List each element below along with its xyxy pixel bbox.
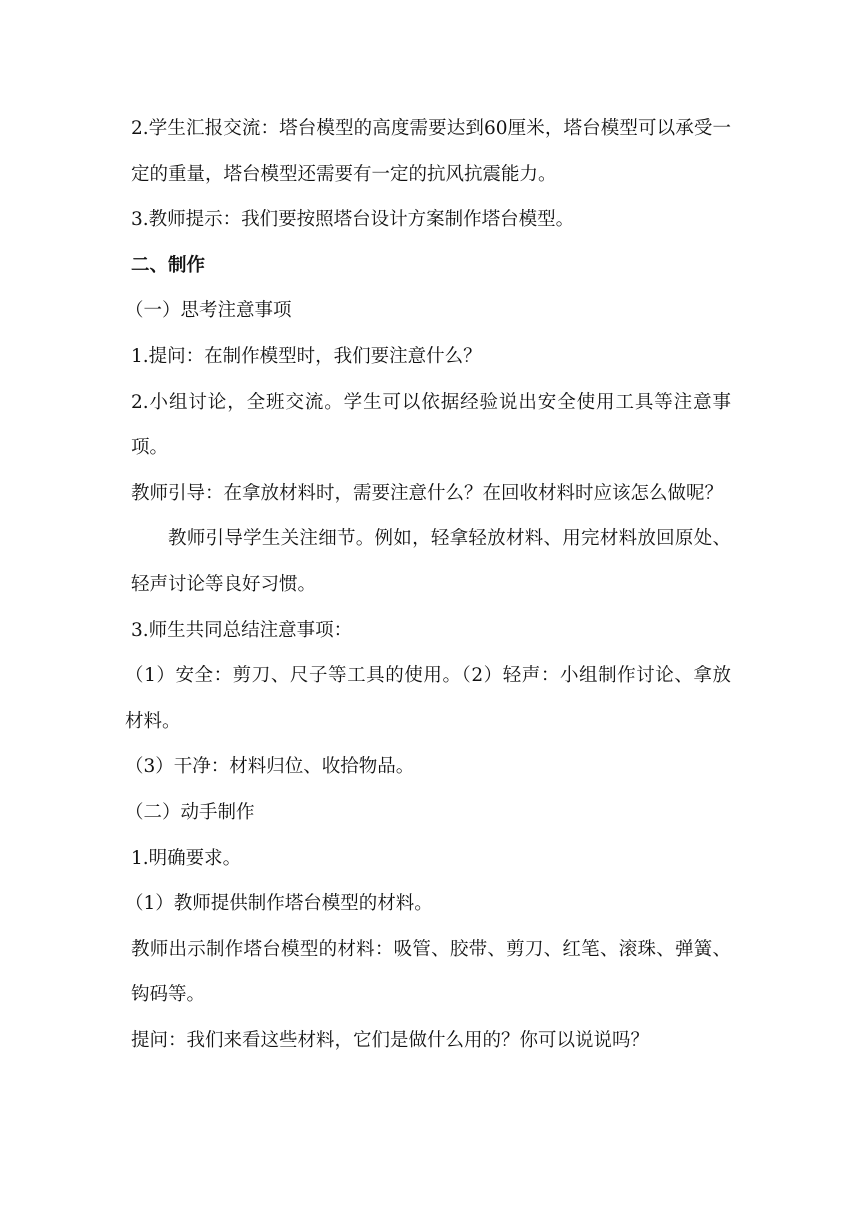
paragraph-final-question: 提问：我们来看这些材料，它们是做什么用的？你可以说说吗？ <box>131 1029 650 1051</box>
paragraph-teacher-hint: 3.教师提示：我们要按照塔台设计方案制作塔台模型。 <box>131 209 575 231</box>
paragraph-report-exchange: 2.学生汇报交流：塔台模型的高度需要达到60厘米，塔台模型可以承受一定的重量，塔台模型还需要有一定的抗风抗震能力。 <box>131 118 731 185</box>
paragraph-materials-provided: （1）教师提供制作塔台模型的材料。 <box>125 893 433 915</box>
subheading-notes: （一）思考注意事项 <box>125 300 292 322</box>
paragraph-safety-quiet: （1）安全：剪刀、尺子等工具的使用。（2）轻声：小组制作讨论、拿放材料。 <box>125 665 731 732</box>
document-body <box>125 106 731 1063</box>
paragraph-group-discussion: 2.小组讨论，全班交流。学生可以依据经验说出安全使用工具等注意事项。 <box>131 391 731 459</box>
subheading-hands-on: （二）动手制作 <box>125 801 255 823</box>
paragraph-summary: 3.师生共同总结注意事项： <box>131 619 353 641</box>
paragraph-clear-requirements: 1.明确要求。 <box>131 847 242 869</box>
section-heading-making: 二、制作 <box>131 254 206 276</box>
paragraph-question: 1.提问：在制作模型时，我们要注意什么？ <box>131 345 482 367</box>
paragraph-clean: （3）干净：材料归位、收拾物品。 <box>125 756 415 778</box>
paragraph-teacher-guide-details: 教师引导学生关注细节。例如，轻拿轻放材料、用完材料放回原处、轻声讨论等良好习惯。 <box>131 528 731 595</box>
paragraph-teacher-guide: 教师引导：在拿放材料时，需要注意什么？在回收材料时应该怎么做呢？ <box>131 482 724 504</box>
paragraph-materials-list: 教师出示制作塔台模型的材料：吸管、胶带、剪刀、红笔、滚珠、弹簧、钩码等。 <box>131 938 731 1006</box>
